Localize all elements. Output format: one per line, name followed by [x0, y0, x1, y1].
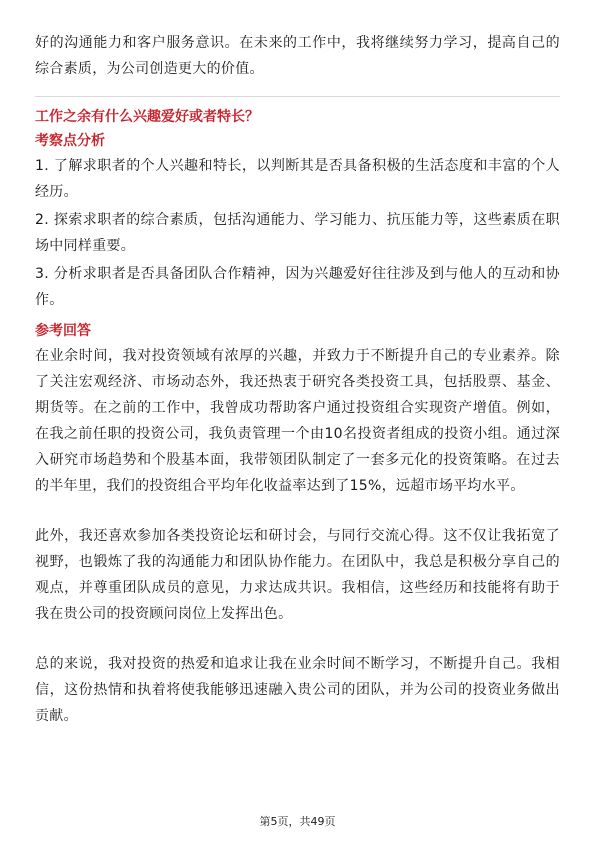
analysis-item-2: 2. 探索求职者的综合素质，包括沟通能力、学习能力、抗压能力等，这些素质在职场中同样重要。: [35, 212, 560, 254]
section-divider: [35, 96, 560, 97]
answer-paragraph-1: 在业余时间，我对投资领域有浓厚的兴趣，并致力于不断提升自己的专业素养。除了关注宏观经济、市场动态外，我还热衷于研究各类投资工具，包括股票、基金、期货等。在之前的工作中，我曾成功帮助客户通过投资组合实现资产增值。例如，在我之前任职的投资公司，我负责管理一个由10名投资者组成的投资小组。通过深入研究市场趋势和个股基本面，我带领团队制定了一套多元化的投资策略。在过去的半年里，我们的投资组合平均年化收益率达到了15%，远超市场平均水平。: [35, 348, 560, 494]
spacer: [35, 627, 560, 651]
analysis-item-3: 3. 分析求职者是否具备团队合作精神，因为兴趣爱好往往涉及到与他人的互动和协作。: [35, 266, 560, 308]
page-content: [35, 30, 560, 729]
answer-paragraph-3: 总的来说，我对投资的热爱和追求让我在业余时间不断学习，不断提升自己。我相信，这份热情和执着将使我能够迅速融入贵公司的团队，并为公司的投资业务做出贡献。: [35, 656, 560, 724]
intro-paragraph: 好的沟通能力和客户服务意识。在未来的工作中，我将继续努力学习，提高自己的综合素质，为公司创造更大的价值。: [35, 35, 560, 77]
page-number-footer: 第5页，共49页: [259, 815, 336, 828]
analysis-item-1: 1. 了解求职者的个人兴趣和特长，以判断其是否具备积极的生活态度和丰富的个人经历。: [35, 158, 560, 200]
interview-question: 工作之余有什么兴趣爱好或者特长？: [35, 109, 259, 125]
spacer: [35, 499, 560, 523]
answer-paragraph-2: 此外，我还喜欢参加各类投资论坛和研讨会，与同行交流心得。这不仅让我拓宽了视野，也锻炼了我的沟通能力和团队协作能力。在团队中，我总是积极分享自己的观点，并尊重团队成员的意见，力求达成共识。我相信，这些经历和技能将有助于我在贵公司的投资顾问岗位上发挥出色。: [35, 528, 560, 622]
analysis-title: 考察点分析: [35, 133, 105, 149]
answer-title: 参考回答: [35, 323, 91, 339]
